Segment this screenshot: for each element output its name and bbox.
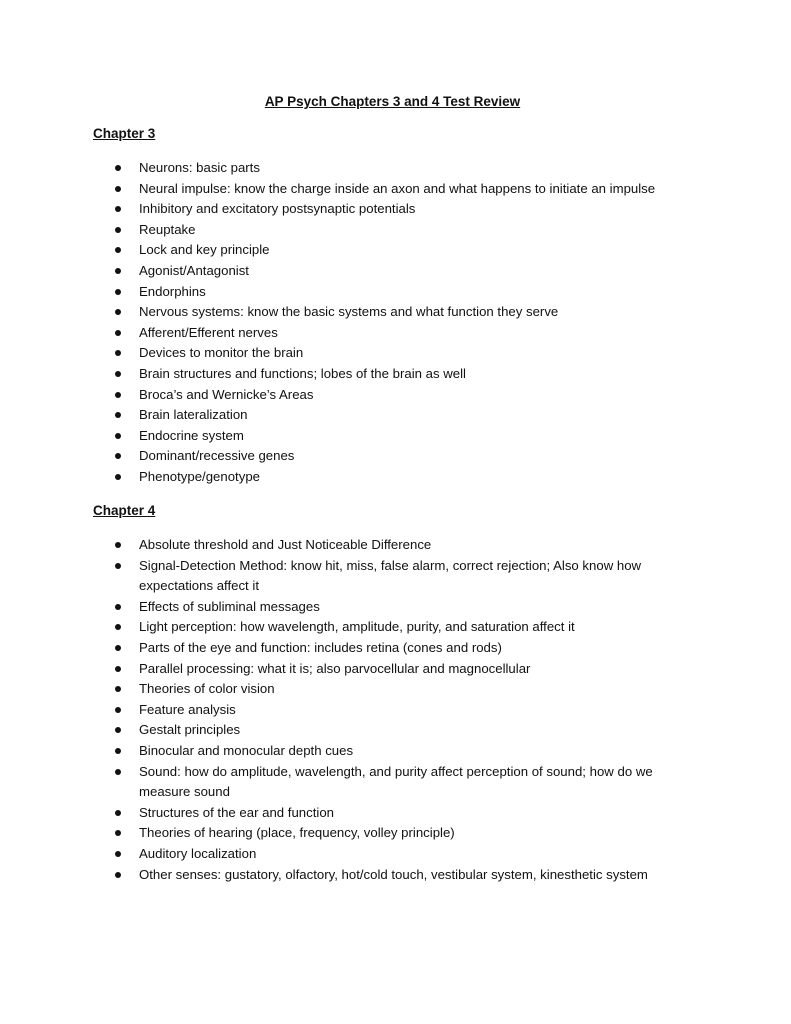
list-item-text: Theories of hearing (place, frequency, volley principle) <box>139 825 455 841</box>
bullet-icon <box>115 268 121 274</box>
list-item-text: Parallel processing: what it is; also parvocellular and magnocellular <box>139 660 531 676</box>
list-item <box>0 762 791 803</box>
list-item-text: Broca’s and Wernicke’s Areas <box>139 386 314 402</box>
bullet-icon <box>115 453 121 459</box>
list-item <box>0 535 791 556</box>
bullet-icon <box>115 309 121 315</box>
bullet-icon <box>115 707 121 713</box>
bullet-icon <box>115 350 121 356</box>
list-item <box>0 638 791 659</box>
list-item <box>0 446 791 467</box>
list-item <box>0 158 791 179</box>
list-item-text: Structures of the ear and function <box>139 804 334 820</box>
bullet-icon <box>115 872 121 878</box>
bullet-icon <box>115 542 121 548</box>
bullet-icon <box>115 686 121 692</box>
list-item <box>0 597 791 618</box>
list-item <box>0 364 791 385</box>
chapter-4-list <box>0 535 791 885</box>
list-item-text: Light perception: how wavelength, amplitude, purity, and saturation affect it <box>139 619 575 635</box>
list-item <box>0 261 791 282</box>
list-item-text: Inhibitory and excitatory postsynaptic potentials <box>139 201 416 217</box>
list-item <box>0 179 791 200</box>
list-item-text: Phenotype/genotype <box>139 468 260 484</box>
bullet-icon <box>115 412 121 418</box>
list-item <box>0 220 791 241</box>
bullet-icon <box>115 769 121 775</box>
list-item-text: Neural impulse: know the charge inside an axon and what happens to initiate an impulse <box>139 180 656 196</box>
bullet-icon <box>115 371 121 377</box>
list-item <box>0 426 791 447</box>
bullet-icon <box>115 624 121 630</box>
list-item-text: Reuptake <box>139 221 196 237</box>
list-item-text: Gestalt principles <box>139 722 241 738</box>
list-item-text: Neurons: basic parts <box>139 160 260 175</box>
bullet-icon <box>115 474 121 480</box>
bullet-icon <box>115 604 121 610</box>
bullet-icon <box>115 165 121 171</box>
chapter-3-list <box>0 158 791 488</box>
list-item <box>0 700 791 721</box>
list-item-text: Feature analysis <box>139 701 236 717</box>
list-item <box>0 323 791 344</box>
list-item <box>0 865 791 886</box>
bullet-icon <box>115 666 121 672</box>
bullet-icon <box>115 330 121 336</box>
list-item <box>0 199 791 220</box>
list-item <box>0 282 791 303</box>
list-item <box>0 556 791 597</box>
list-item-text: Binocular and monocular depth cues <box>139 742 354 758</box>
list-item-text: Signal-Detection Method: know hit, miss, false alarm, correct rejection; Also know how expectations affect it <box>139 557 642 594</box>
bullet-icon <box>115 247 121 253</box>
list-item-text: Afferent/Efferent nerves <box>139 324 278 340</box>
list-item <box>0 659 791 680</box>
list-item <box>0 803 791 824</box>
list-item <box>0 844 791 865</box>
list-item <box>0 679 791 700</box>
list-item-text: Devices to monitor the brain <box>139 345 304 361</box>
list-item <box>0 405 791 426</box>
list-item-text: Endocrine system <box>139 427 244 443</box>
bullet-icon <box>115 830 121 836</box>
list-item-text: Agonist/Antagonist <box>139 262 249 278</box>
bullet-icon <box>115 810 121 816</box>
bullet-icon <box>115 227 121 233</box>
list-item <box>0 823 791 844</box>
list-item <box>0 720 791 741</box>
chapter-3-heading: Chapter 3 <box>93 126 156 141</box>
bullet-icon <box>115 186 121 192</box>
list-item-text: Brain lateralization <box>139 407 248 423</box>
list-item-text: Nervous systems: know the basic systems and what function they serve <box>139 304 559 320</box>
bullet-icon <box>115 206 121 212</box>
bullet-icon <box>115 433 121 439</box>
list-item <box>0 741 791 762</box>
list-item-text: Theories of color vision <box>139 681 275 697</box>
list-item <box>0 343 791 364</box>
list-item-text: Sound: how do amplitude, wavelength, and purity affect perception of sound; how do we measure sound <box>139 763 653 800</box>
list-item-text: Endorphins <box>139 283 206 299</box>
bullet-icon <box>115 748 121 754</box>
chapter-4-heading: Chapter 4 <box>93 503 156 518</box>
list-item-text: Effects of subliminal messages <box>139 598 320 614</box>
bullet-icon <box>115 392 121 398</box>
list-item-text: Lock and key principle <box>139 242 270 258</box>
document-title: AP Psych Chapters 3 and 4 Test Review <box>264 94 521 109</box>
list-item-text: Parts of the eye and function: includes retina (cones and rods) <box>139 639 502 655</box>
bullet-icon <box>115 645 121 651</box>
bullet-icon <box>115 727 121 733</box>
list-item-text: Other senses: gustatory, olfactory, hot/cold touch, vestibular system, kinesthetic system <box>139 866 648 882</box>
bullet-icon <box>115 289 121 295</box>
list-item <box>0 467 791 488</box>
list-item <box>0 617 791 638</box>
list-item-text: Absolute threshold and Just Noticeable Difference <box>139 537 432 552</box>
list-item-text: Dominant/recessive genes <box>139 448 295 464</box>
list-item <box>0 302 791 323</box>
list-item-text: Brain structures and functions; lobes of the brain as well <box>139 365 466 381</box>
list-item <box>0 385 791 406</box>
bullet-icon <box>115 563 121 569</box>
list-item-text: Auditory localization <box>139 845 257 861</box>
bullet-icon <box>115 851 121 857</box>
list-item <box>0 240 791 261</box>
